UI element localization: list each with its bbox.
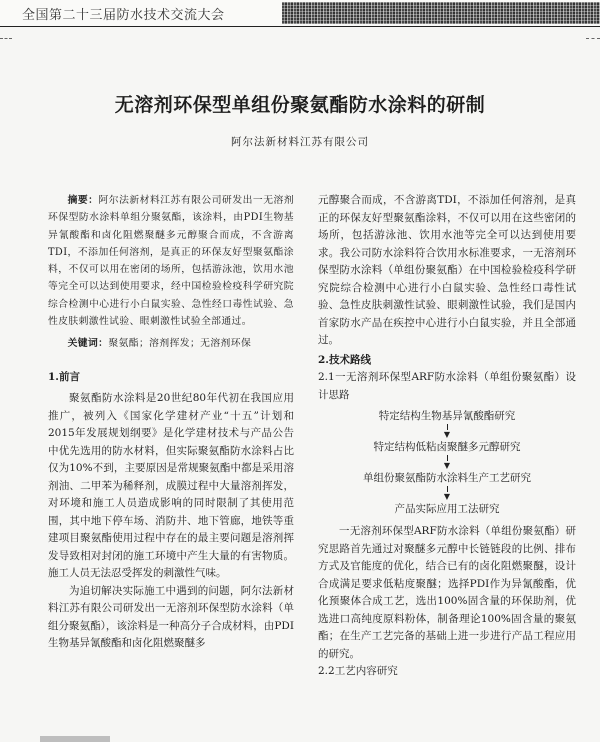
design-flowchart	[318, 408, 576, 517]
margin-dash-left	[0, 38, 12, 39]
article-title: 无溶剂环保型单组份聚氨酯防水涂料的研制	[114, 94, 486, 116]
subsection-2-2-heading: 2.2工艺内容研究	[318, 665, 398, 677]
keywords-label: 关键词：	[67, 338, 109, 350]
flow-step-4: 产品实际应用工法研究	[394, 503, 500, 515]
down-arrow-icon: ▼	[318, 486, 576, 501]
down-arrow-icon: ▼	[318, 424, 576, 439]
page-footer-mark	[40, 736, 110, 742]
flow-step-2: 特定结构低粘卤聚醚多元醇研究	[373, 441, 521, 453]
page-header	[0, 0, 600, 27]
right-column	[318, 192, 576, 681]
abstract-text: 阿尔法新材料江苏有限公司研发出一无溶剂环保型防水涂料单组分聚氨酯，该涂料，由PDI生物基异氰酸酯和卤化阻燃聚醚多元醇聚合而成，不含游离TDI，不添加任何溶剂，是真正的环保友好型聚氨酯涂料，不仅可以用在密闭的场所，包括游泳池，饮用水池等完全可以达到使用要求，经中国检验检疫科学研究院综合检测中心进行小白鼠实验、急性经口毒性试验、急性皮肤刺激性试验、眼刺激性试验全部通过。	[48, 195, 294, 328]
flow-step-1: 特定结构生物基异氰酸酯研究	[378, 410, 516, 422]
margin-dash-right	[586, 38, 600, 39]
flow-step-3: 单组份聚氨酯防水涂料生产工艺研究	[363, 472, 531, 484]
section-heading-tech-route: 2.技术路线	[318, 353, 371, 366]
intro-paragraph-1: 聚氨酯防水涂料是20世纪80年代初在我国应用推广，被列入《国家化学建材产业“十五”计划和2015年发展规划纲要》是化学建材技术与产品公告中优先选用的防水材料，但实际聚氨酯防水涂料占比仅为10%不到，主要原因是常规聚氨酯中都是采用溶剂油、二甲苯为稀释剂，成膜过程中大量溶剂挥发，对环境和施工人员造成影响的同时限制了其使用范围，其中地下停车场、消防井、地下管廊，地铁等重建项目聚氨酯使用过程中存在的最主要问题是溶剂挥发导致相对封闭的施工环境中产生大量的有害物质。施工人员无法忍受挥发的刺激性气味。	[48, 392, 294, 580]
section-heading-intro: 1.前言	[48, 370, 80, 383]
keywords	[48, 335, 294, 353]
conference-name: 全国第二十三届防水技术交流大会	[22, 8, 225, 23]
article-affiliation: 阿尔法新材料江苏有限公司	[231, 136, 369, 148]
abstract-label: 摘要：	[67, 195, 99, 206]
left-column	[48, 192, 294, 653]
continued-paragraph: 元醇聚合而成，不含游离TDI，不添加任何溶剂，是真正的环保友好型聚氨酯涂料，不仅可以用在这些密闭的场所，包括游泳池、饮用水池等完全可以达到使用要求。我公司防水涂料符合饮用水标准要求，一无溶剂环保型防水涂料（单组份聚氨酯）在中国检验检疫科学研究院综合检测中心进行小白鼠实验、急性经口毒性试验、急性皮肤刺激性试验、眼刺激性试验，我们是国内首家防水产品在疾控中心进行小白鼠实验，并且全部通过。	[318, 194, 576, 346]
subsection-2-1: 2.1一无溶剂环保型ARF防水涂料（单组份聚氨酯）设计思路	[318, 371, 576, 401]
abstract	[48, 192, 294, 330]
intro-paragraph-2: 为追切解决实际施工中遇到的问题，阿尔法新材料江苏有限公司研发出一无溶剂环保型防水涂料（单组分聚氨酯），该涂料是一种高分子合成材料，由PDI生物基异氰酸酯和卤化阻燃聚醚多	[48, 584, 294, 650]
header-decoration	[282, 2, 600, 24]
keywords-text: 聚氨酯；溶剂挥发；无溶剂环保	[108, 338, 252, 350]
down-arrow-icon: ▼	[318, 455, 576, 470]
research-approach-paragraph: 一无溶剂环保型ARF防水涂料（单组份聚氨酯）研究思路首先通过对聚醚多元醇中长链链段的比例、排布方式及官能度的优化，结合已有的卤化阻燃聚醚，设计合成满足要求低粘度聚醚；选择PDI作为异氰酸酯，优化预聚体合成工艺，选出100%固含量的环保助剂，优选进口高纯度原料粉体，制备理论100%固含量的聚氨酯；在生产工艺完备的基础上进一步进行产品工程应用的研究。	[318, 525, 576, 660]
